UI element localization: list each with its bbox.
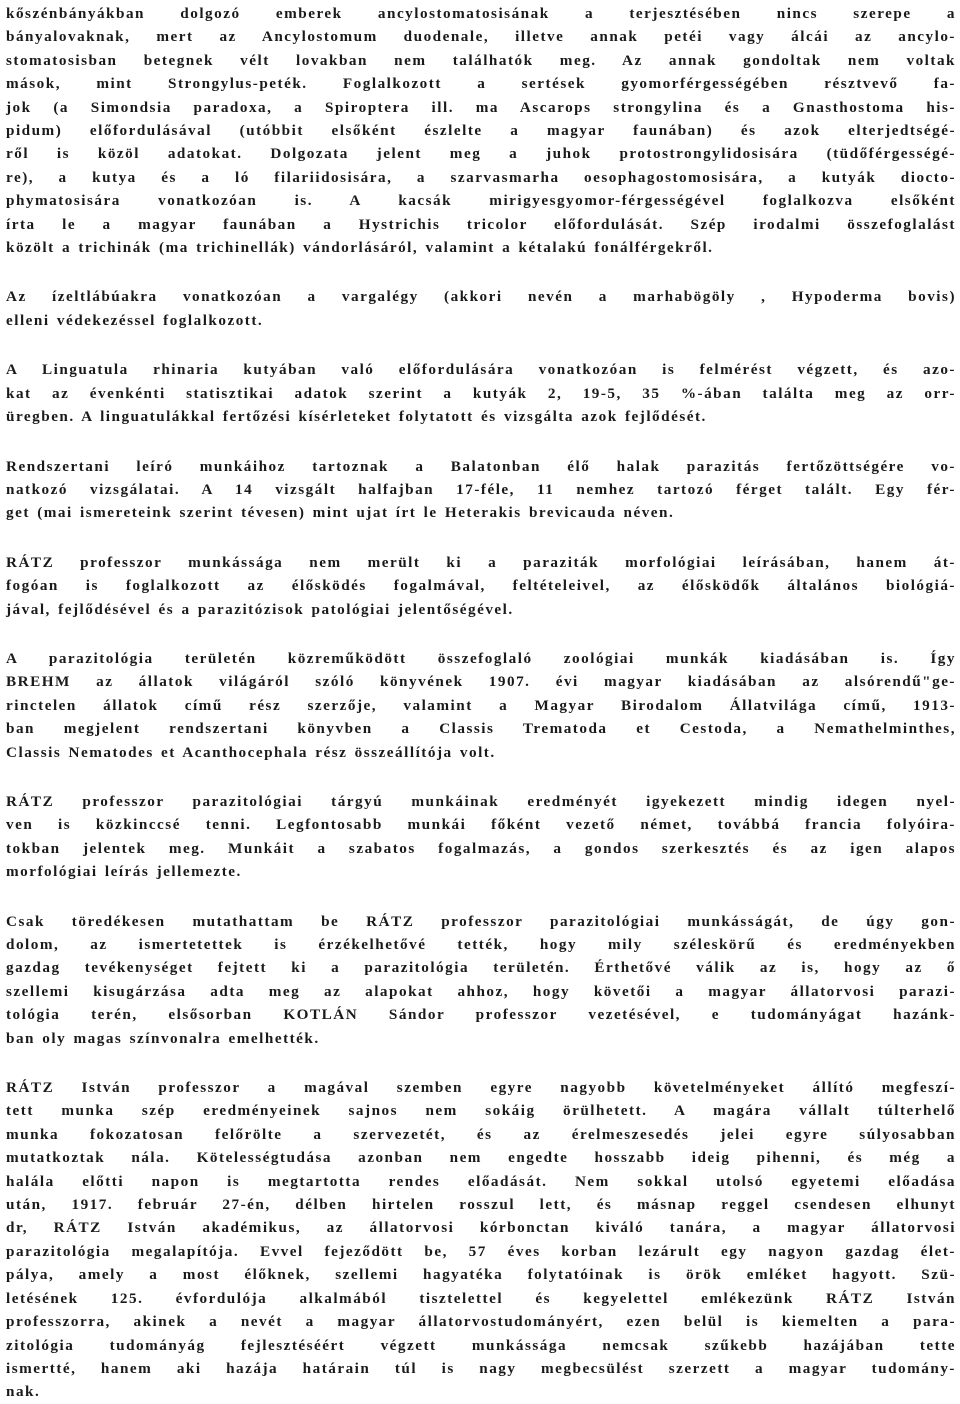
text-line: A Linguatula rhinaria kutyában való előfordulására vonatkozóan is felmérést végzett, és azo- <box>6 361 956 379</box>
text-line: ban megjelent rendszertani könyvben a Classis Trematoda et Cestoda, a Nemathelminthes, <box>6 720 956 738</box>
text-line: fogóan is foglalkozott az élősködés fogalmával, feltételeivel, az élősködők általános biológiá- <box>6 577 956 595</box>
text-line: munka fokozatosan felőrölte a szervezetét, és az érelmeszesedés jelei egyre súlyosabban <box>6 1125 956 1143</box>
text-line: Classis Nematodes et Acanthocephala rész összeállítója volt. <box>6 743 496 761</box>
text-line: elleni védekezéssel foglalkozott. <box>6 311 264 329</box>
paragraph <box>6 910 956 1050</box>
text-line: pálya, amely a most élőknek, szellemi hagyatéka folytatóinak is örök emléket hagyott. Szü- <box>6 1266 956 1284</box>
text-line: ban oly magas színvonalra emelhették. <box>6 1029 320 1047</box>
text-line: RÁTZ István professzor a magával szemben egyre nagyobb követelményeket állító megfeszí- <box>6 1079 956 1097</box>
paragraph <box>6 1076 956 1404</box>
text-line: get (mai ismereteink szerint tévesen) mint ujat írt le Heterakis brevicauda néven. <box>6 504 675 522</box>
text-line: dolom, az ismertetettek is érzékelhetővé tették, hogy mily széleskörű és eredményekben <box>6 936 956 953</box>
paragraph <box>6 551 956 621</box>
text-line: után, 1917. február 27-én, délben hirtelen rosszul lett, és másnap reggel csendesen elhunyt <box>6 1196 956 1214</box>
paragraph <box>6 790 956 884</box>
text-line: nak. <box>6 1383 41 1401</box>
text-line: Csak töredékesen mutathattam be RÁTZ professzor parazitológiai munkásságát, de úgy gon- <box>6 912 956 930</box>
text-line: írta le a magyar faunában a Hystrichis tricolor előfordulását. Szép irodalmi összefoglalást <box>6 215 956 233</box>
text-line: jával, fejlődésével és a parazitózisok patológiai jelentőségével. <box>6 600 514 618</box>
paragraph <box>6 2 956 259</box>
text-line: gazdag tevékenységet fejtett ki a parazitológia területén. Érthetővé válik az is, hogy az ő <box>6 959 956 977</box>
text-line: mások, mint Strongylus-peték. Foglalkozott a sertések gyomorférgességében résztvevő fa- <box>6 75 956 93</box>
text-line: Az ízeltlábúakra vonatkozóan a vargalégy (akkori nevén a marhabögöly , Hypoderma bovis) <box>6 288 956 306</box>
text-line: BREHM az állatok világáról szóló könyvének 1907. évi magyar kiadásában az alsórendű"ge- <box>6 673 956 691</box>
paragraph <box>6 358 956 428</box>
text-line: halála előtti napon is megtartotta rendes előadását. Nem sokkal utolsó egyetemi előadása <box>6 1172 956 1190</box>
paragraph <box>6 455 956 525</box>
text-line: morfológiai leírás jellemezte. <box>6 863 242 881</box>
text-line: tett munka szép eredményeinek sajnos nem sokáig örülhetett. A magára vállalt túlterhelő <box>6 1102 956 1120</box>
text-line: stomatosisban betegnek vélt lovakban nem találhatók meg. Az annak gondoltak nem voltak <box>6 51 956 69</box>
text-line: rinctelen állatok című rész szerzője, valamint a Magyar Birodalom Állatvilága című, 1913- <box>6 696 956 714</box>
text-line: tológia terén, elsősorban KOTLÁN Sándor professzor vezetésével, e tudományágat hazánk- <box>6 1006 956 1024</box>
text-line: dr, RÁTZ István akadémikus, az állatorvosi kórbonctan kiváló tanára, a magyar állatorvosi <box>6 1219 956 1237</box>
text-line: mutatkoztak nála. Kötelességtudása azonban nem engedte hosszabb ideig pihenni, és még a <box>6 1149 956 1167</box>
text-line: zitológia tudományág fejlesztéséért végzett munkássága nemcsak szűkebb hazájában tette <box>6 1336 956 1354</box>
text-line: pidum) előfordulásával (utóbbit elsőként észlelte a magyar faunában) és azok elterjedtségé- <box>6 122 956 140</box>
text-line: letésének 125. évfordulója alkalmából tisztelettel és kegyelettel emlékezünk RÁTZ István <box>6 1289 956 1307</box>
text-line: professzorra, akinek a nevét a magyar állatorvostudományért, ezen belül is kiemelten a para- <box>6 1313 956 1331</box>
text-line: ven is közkinccsé tenni. Legfontosabb munkái főként vezető német, továbbá francia folyóira- <box>6 816 956 834</box>
text-line: natkozó vizsgálatai. A 14 vizsgált halfajban 17-féle, 11 nemhez tartozó férget talált. Egy fér- <box>6 480 956 498</box>
text-line: Rendszertani leíró munkáihoz tartoznak a Balatonban élő halak parazitás fertőzöttségére vo- <box>6 457 956 475</box>
paragraph <box>6 285 956 332</box>
text-line: szellemi kisugárzása adta meg az alapokat ahhoz, hogy követői a magyar állatorvosi parazi- <box>6 982 956 1000</box>
text-line: kőszénbányákban dolgozó emberek ancylostomatosisának a terjesztésében nincs szerepe a <box>6 5 956 22</box>
text-line: A parazitológia területén közreműködött összefoglaló zoológiai munkák kiadásában is. Így <box>6 649 956 667</box>
text-line: kat az évenkénti statisztikai adatok szerint a kutyák 2, 19-5, 35 %-ában találta meg az orr- <box>6 384 956 402</box>
text-line: phymatosisára vonatkozóan is. A kacsák mirigyesgyomor-férgességével foglalkozva elsőként <box>6 192 956 210</box>
text-line: jok (a Simondsia paradoxa, a Spiroptera ill. ma Ascarops strongylina és a Gnasthostoma his- <box>6 98 956 116</box>
paragraph <box>6 647 956 764</box>
text-line: közölt a trichinák (ma trichinellák) vándorlásáról, valamint a kétalakú fonálférgekről. <box>6 239 714 257</box>
text-line: bányalovaknak, mert az Ancylostomum duodenale, illetve annak petéi vagy álcái az ancylo- <box>6 28 956 46</box>
text-line: üregben. A linguatulákkal fertőzési kísérleteket folytatott és vizsgálta azok fejlődését. <box>6 408 707 426</box>
text-line: RÁTZ professzor munkássága nem merült ki a paraziták morfológiai leírásában, hanem át- <box>6 553 956 571</box>
text-line: RÁTZ professzor parazitológiai tárgyú munkáinak eredményét igyekezett mindig idegen nyel- <box>6 792 956 810</box>
text-line: parazitológia megalapítója. Evvel fejeződött be, 57 éves korban lezárult egy nagyon gazdag élet- <box>6 1242 956 1260</box>
text-line: re), a kutya és a ló filariidosisára, a szarvasmarha oesophagostomosisára, a kutyák diocto- <box>6 168 956 186</box>
text-line: tokban jelentek meg. Munkáit a szabatos fogalmazás, a gondos szerkesztés és az igen alapos <box>6 839 956 857</box>
document-page <box>6 2 956 1404</box>
text-line: ismertté, hanem aki hazája határain túl is nagy megbecsülést szerzett a magyar tudomány- <box>6 1359 956 1377</box>
text-line: ről is közöl adatokat. Dolgozata jelent meg a juhok protostrongylidosisára (tüdőférgességé- <box>6 145 956 163</box>
